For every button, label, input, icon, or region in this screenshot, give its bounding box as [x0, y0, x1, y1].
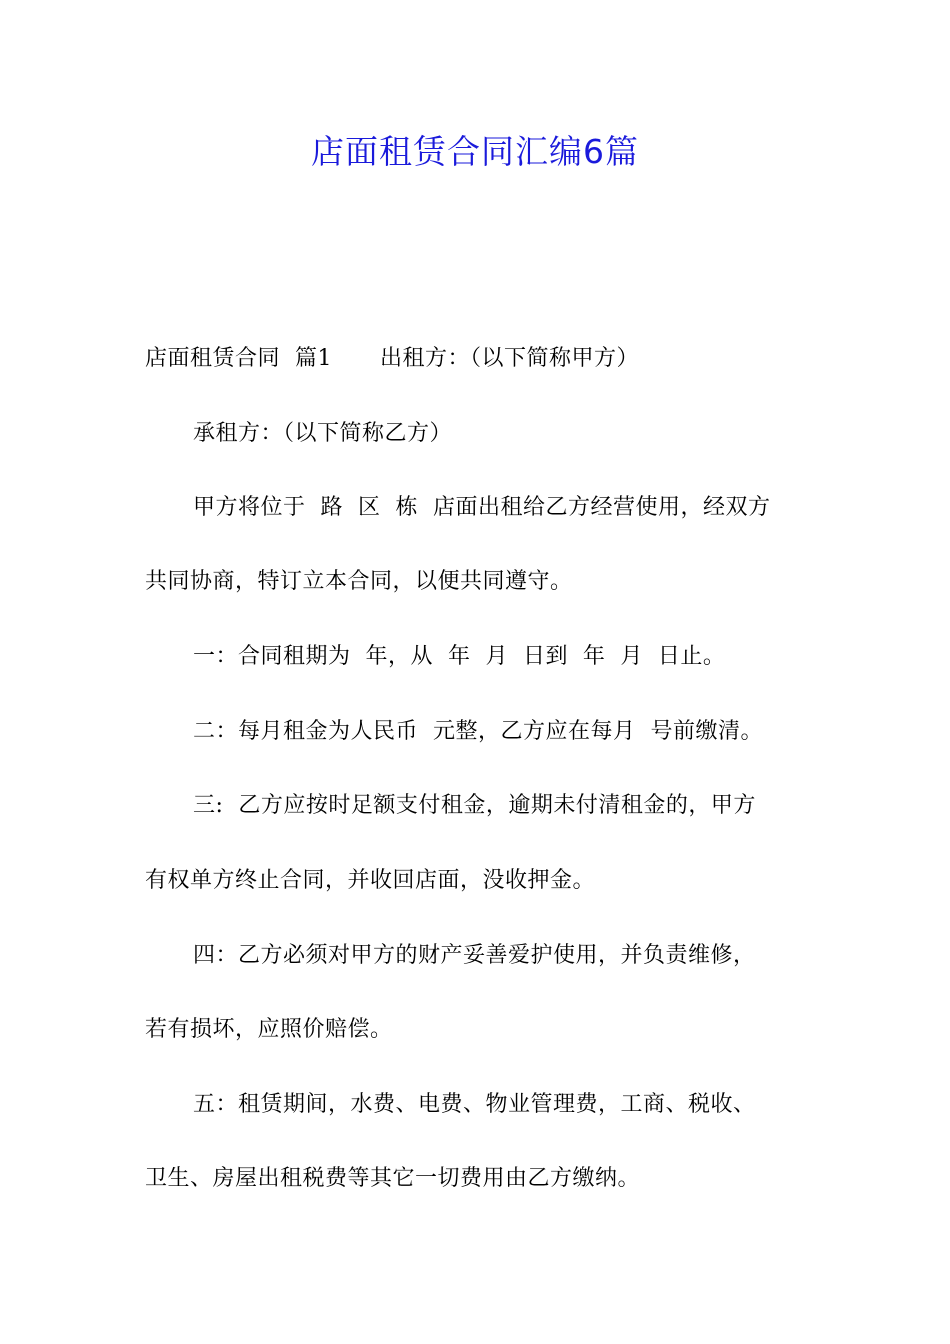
clause-3-continued: 有权单方终止合同，并收回店面，没收押金。: [145, 868, 596, 893]
paragraph-line: 甲方将位于 路 区 栋 店面出租给乙方经营使用，经双方: [193, 495, 771, 520]
clause-5-continued: 卫生、房屋出租税费等其它一切费用由乙方缴纳。: [145, 1166, 641, 1191]
clause-4-line: 四：乙方必须对甲方的财产妥善爱护使用，并负责维修，: [193, 943, 756, 968]
clause-1-line: 一：合同租期为 年，从 年 月 日到 年 月 日止。: [193, 644, 726, 669]
contract-heading-line: [145, 344, 639, 374]
lessor-line: 出租方：（以下简称甲方）: [379, 346, 639, 371]
lessee-line: 承租方：（以下简称乙方）: [193, 421, 453, 446]
clause-3-line: 三: 乙方应按时足额支付租金，逾期未付清租金的，甲方: [193, 793, 756, 818]
paragraph-line: 共同协商，特订立本合同，以便共同遵守。: [145, 569, 573, 594]
contract-section-label: 店面租赁合同 篇1: [145, 346, 332, 371]
document-title: 店面租赁合同汇编6篇: [311, 132, 639, 171]
clause-4-continued: 若有损坏，应照价赔偿。: [145, 1017, 393, 1042]
clause-5-line: 五：租赁期间，水费、电费、物业管理费，工商、税收、: [193, 1092, 756, 1117]
clause-2-line: 二：每月租金为人民币 元整，乙方应在每月 号前缴清。: [193, 719, 763, 744]
